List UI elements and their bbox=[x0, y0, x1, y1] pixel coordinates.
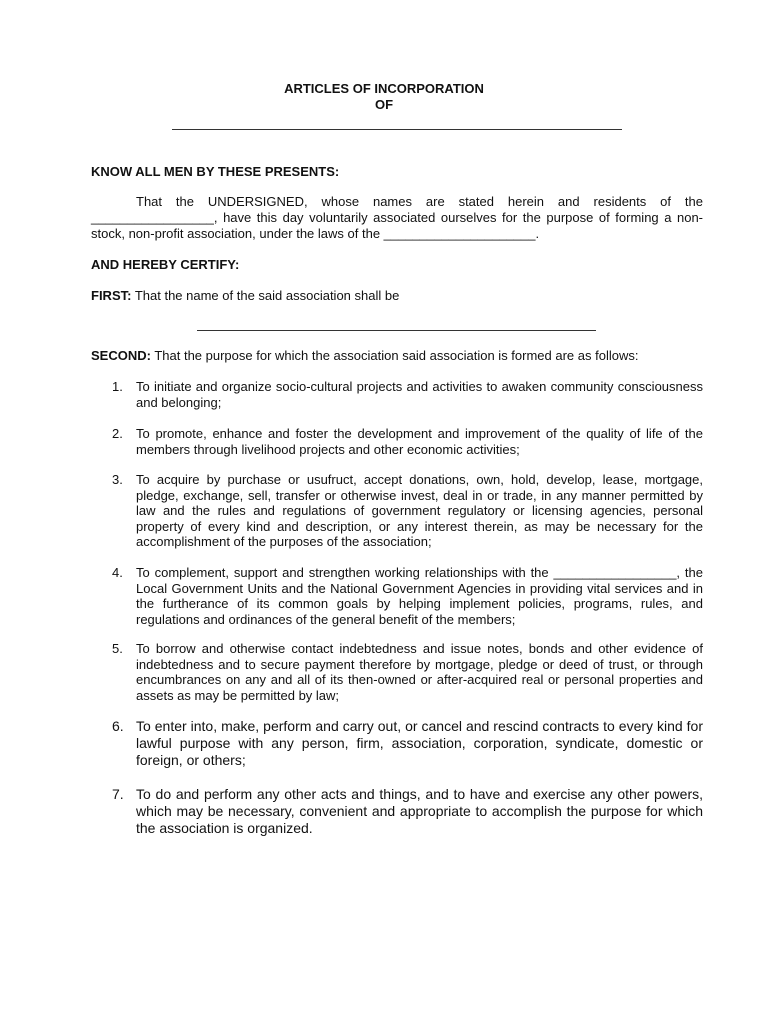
intro-paragraph: That the UNDERSIGNED, whose names are stated herein and residents of the _________________, have this day voluntarily associated ourselves for the purpose of forming a non-stock, non-profit association, under the laws of the _____________________. bbox=[91, 194, 703, 241]
list-item-number: 3. bbox=[112, 472, 123, 487]
association-name-blank-line bbox=[172, 129, 622, 130]
list-item bbox=[91, 379, 703, 410]
second-text: That the purpose for which the association said association is formed are as follows: bbox=[150, 348, 639, 363]
list-item bbox=[91, 786, 703, 837]
heading-know-all-men: KNOW ALL MEN BY THESE PRESENTS: bbox=[91, 164, 340, 179]
list-item-text: To promote, enhance and foster the development and improvement of the quality of life of the members through livelihood projects and other economic activities; bbox=[136, 426, 703, 457]
first-label: FIRST: bbox=[91, 288, 132, 303]
document-title-of: OF bbox=[374, 97, 394, 112]
list-item bbox=[91, 641, 703, 703]
second-label: SECOND: bbox=[91, 348, 151, 363]
list-item bbox=[91, 426, 703, 457]
list-item-text: To initiate and organize socio-cultural projects and activities to awaken community consciousness and belonging; bbox=[136, 379, 703, 410]
list-item bbox=[91, 718, 703, 769]
heading-hereby-certify: AND HEREBY CERTIFY: bbox=[91, 257, 240, 272]
list-item-text: To borrow and otherwise contact indebtedness and issue notes, bonds and other evidence of indebtedness and to secure payment therefore by mortgage, pledge or deed of trust, or through encumbrances on any and all of its then-owned or after-acquired real or personal properties and assets as may be permitted by law; bbox=[136, 641, 703, 703]
list-item bbox=[91, 565, 703, 627]
list-item-text: To enter into, make, perform and carry out, or cancel and rescind contracts to every kind for lawful purpose with any person, firm, association, corporation, syndicate, domestic or foreign, or others; bbox=[136, 718, 703, 768]
list-item-number: 4. bbox=[112, 565, 123, 580]
list-item-number: 6. bbox=[112, 718, 124, 734]
second-article bbox=[91, 348, 703, 364]
list-item-text: To do and perform any other acts and things, and to have and exercise any other powers, which may be necessary, convenient and appropriate to accomplish the purpose for which the association is organized. bbox=[136, 786, 703, 836]
first-article bbox=[91, 288, 703, 304]
list-item-number: 2. bbox=[112, 426, 123, 441]
first-text: That the name of the said association shall be bbox=[131, 288, 400, 303]
name-blank-line bbox=[197, 330, 596, 331]
document-title: ARTICLES OF INCORPORATION bbox=[284, 81, 484, 96]
list-item-number: 5. bbox=[112, 641, 123, 656]
list-item bbox=[91, 472, 703, 550]
list-item-text: To acquire by purchase or usufruct, accept donations, own, hold, develop, lease, mortgage, pledge, exchange, sell, transfer or otherwise invest, deal in or trade, in any manner permitted by law and the rules and regulations of government regulatory or licensing agencies, personal property of every kind and description, or any interest therein, as may be necessary for the accomplishment of the purposes of the association; bbox=[136, 472, 703, 549]
list-item-text: To complement, support and strengthen working relationships with the _________________, the Local Government Units and the National Government Agencies in providing vital services and in the furtherance of its common goals by helping implement policies, programs, rules, and regulations and ordinances of the general benefit of the members; bbox=[136, 565, 703, 627]
list-item-number: 1. bbox=[112, 379, 123, 394]
list-item-number: 7. bbox=[112, 786, 124, 802]
